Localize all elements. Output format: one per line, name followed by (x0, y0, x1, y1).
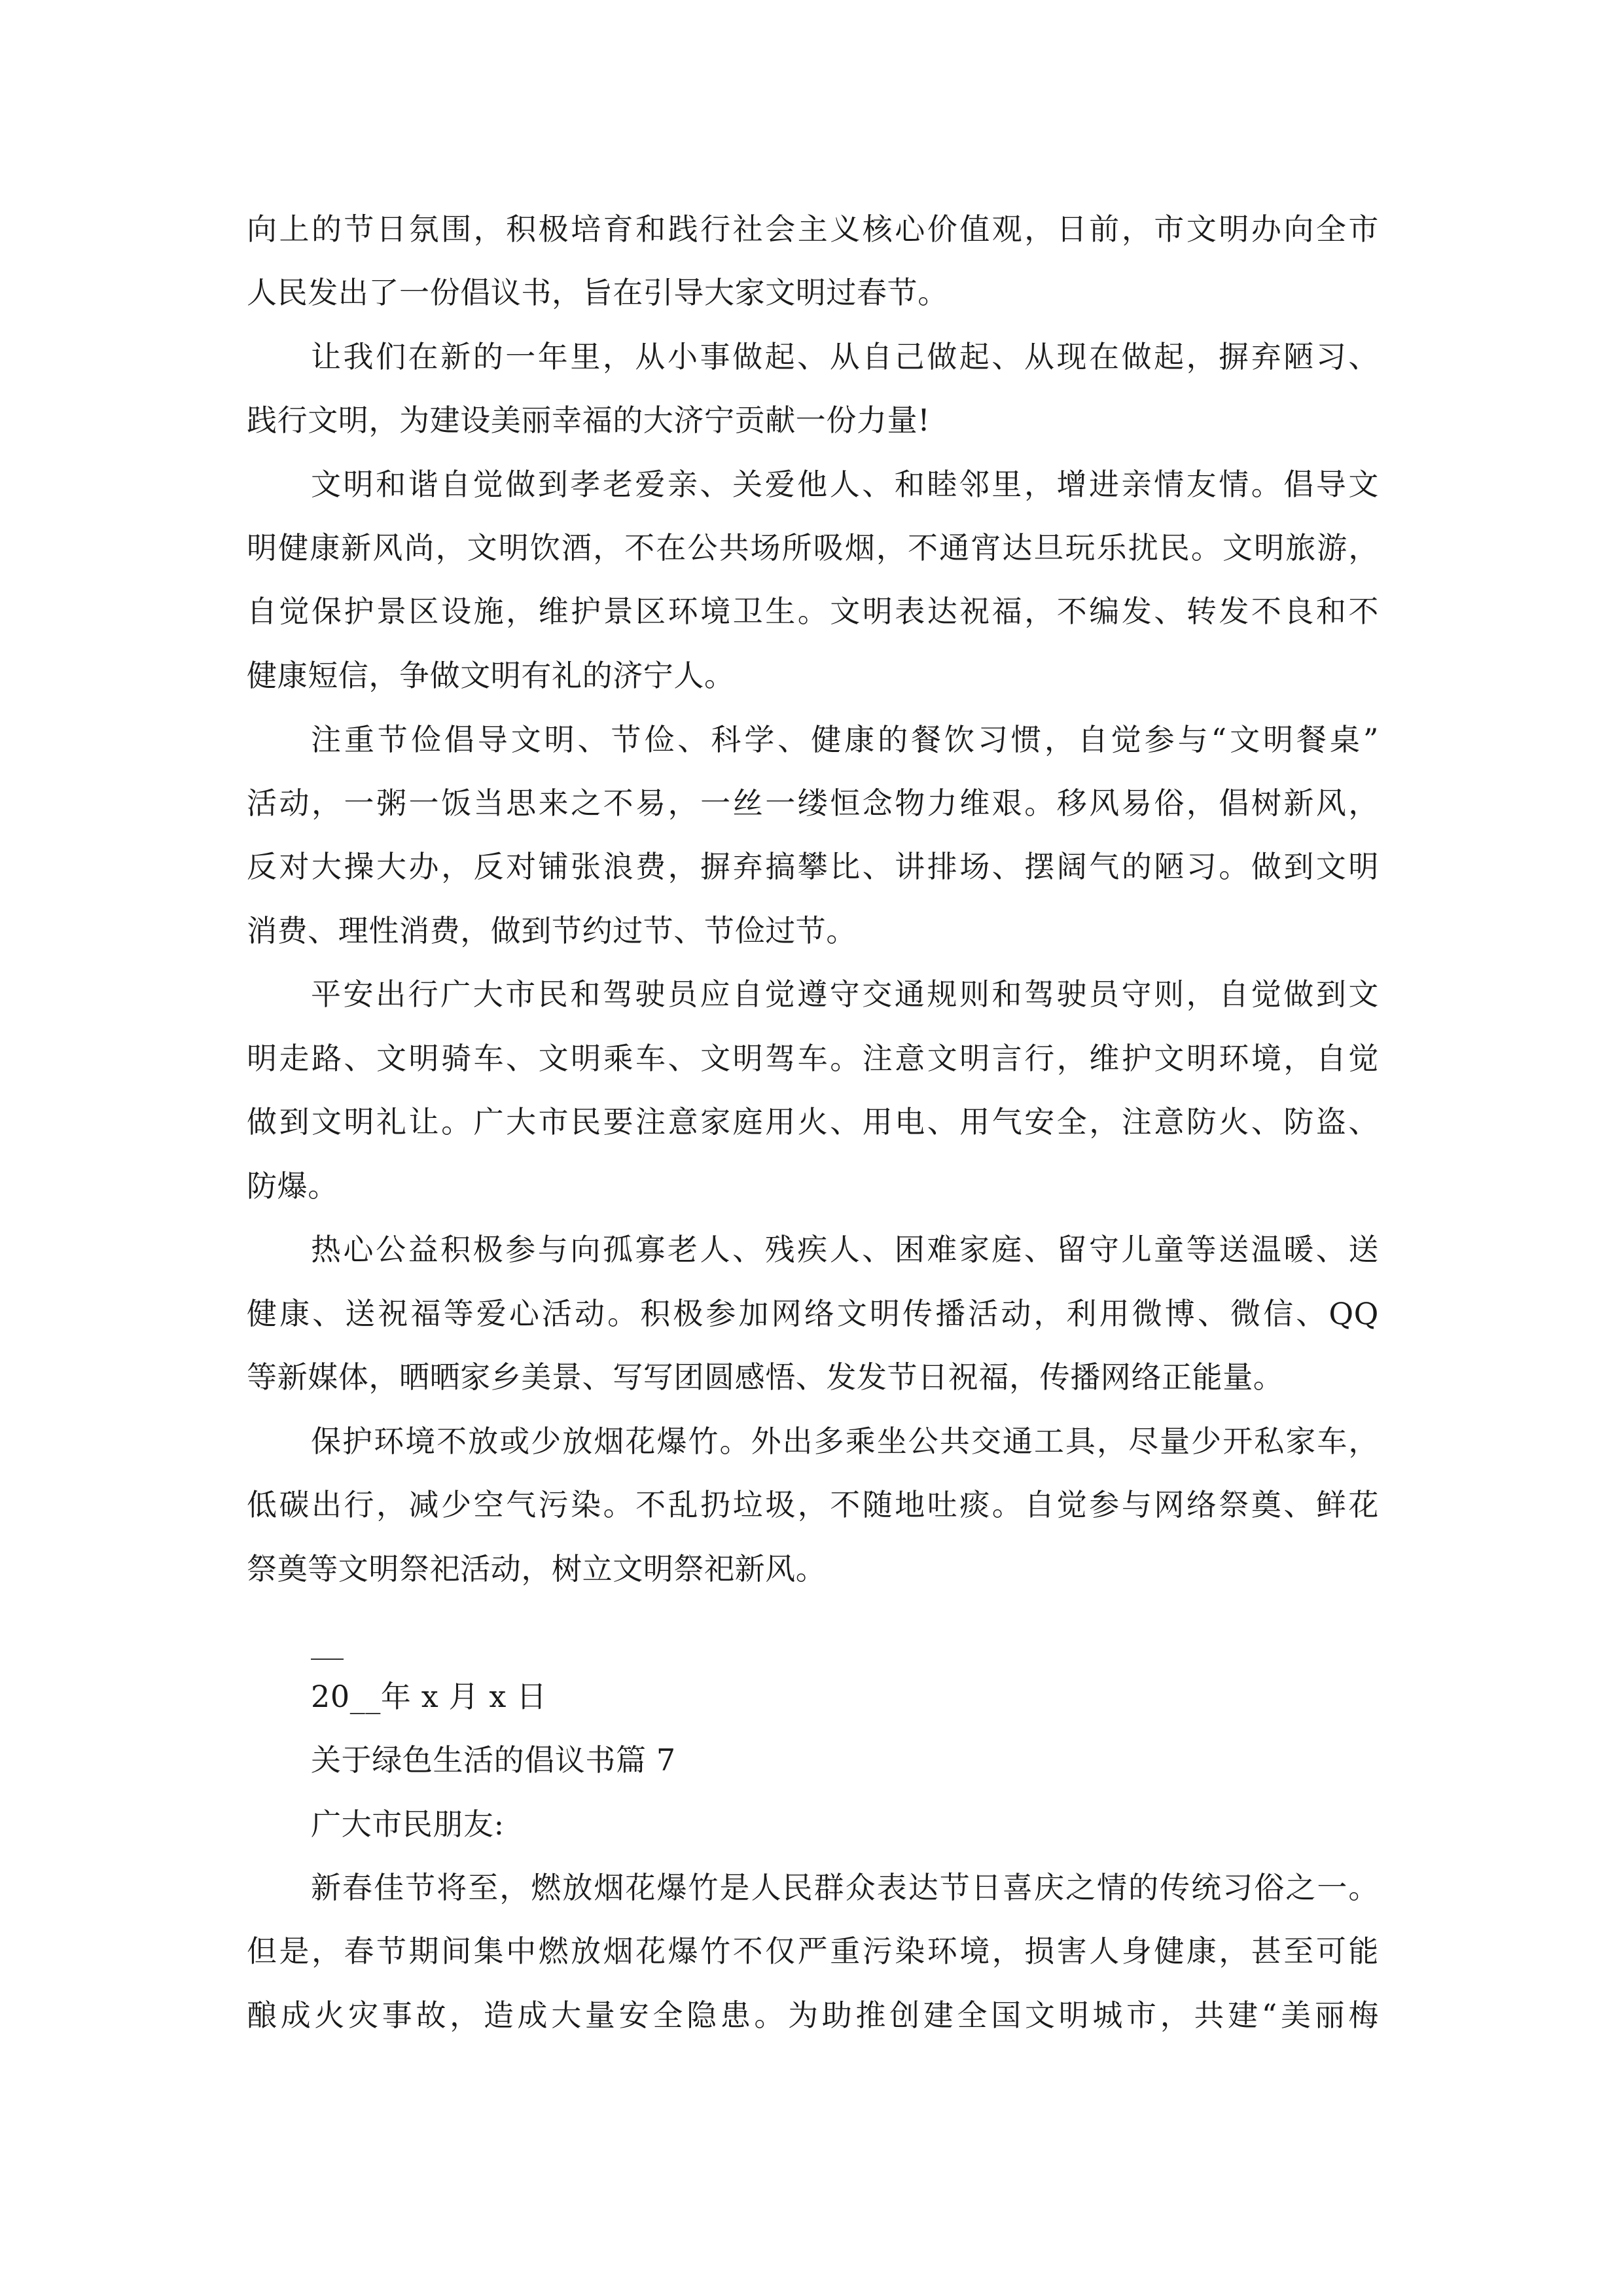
paragraph-line: 防爆。 (247, 1168, 338, 1204)
paragraph-line: 平安出行广大市民和驾驶员应自觉遵守交通规则和驾驶员守则，自觉做到文 (311, 977, 1379, 1012)
paragraph-line: 自觉保护景区设施，维护景区环境卫生。文明表达祝福，不编发、转发不良和不 (247, 594, 1379, 629)
paragraph-line: 低碳出行，减少空气污染。不乱扔垃圾，不随地吐痰。自觉参与网络祭奠、鲜花 (247, 1487, 1379, 1522)
paragraph-line: 新春佳节将至，燃放烟花爆竹是人民群众表达节日喜庆之情的传统习俗之一。 (311, 1870, 1379, 1905)
paragraph-line: 明健康新风尚，文明饮酒，不在公共场所吸烟，不通宵达旦玩乐扰民。文明旅游， (247, 530, 1379, 565)
paragraph-line: 文明和谐自觉做到孝老爱亲、关爱他人、和睦邻里，增进亲情友情。倡导文 (311, 467, 1379, 502)
paragraph-line: 酿成火灾事故，造成大量安全隐患。为助推创建全国文明城市，共建“美丽梅 (247, 1998, 1379, 2033)
paragraph-line: 保护环境不放或少放烟花爆竹。外出多乘坐公共交通工具，尽量少开私家车， (311, 1424, 1379, 1459)
paragraph-line: 消费、理性消费，做到节约过节、节俭过节。 (247, 913, 857, 948)
paragraph-line: 热心公益积极参与向孤寡老人、残疾人、困难家庭、留守儿童等送温暖、送 (311, 1232, 1379, 1267)
signature-date: 20__年 x 月 x 日 (311, 1679, 547, 1714)
paragraph-line: 注重节俭倡导文明、节俭、科学、健康的餐饮习惯，自觉参与“文明餐桌” (311, 722, 1379, 757)
paragraph-line: 活动，一粥一饭当思来之不易，一丝一缕恒念物力维艰。移风易俗，倡树新风， (247, 785, 1379, 821)
paragraph-line: 祭奠等文明祭祀活动，树立文明祭祀新风。 (247, 1551, 827, 1587)
paragraph-line: 人民发出了一份倡议书，旨在引导大家文明过春节。 (247, 275, 948, 310)
paragraph-line: 等新媒体，晒晒家乡美景、写写团圆感悟、发发节日祝福，传播网络正能量。 (247, 1359, 1284, 1395)
paragraph-line: 做到文明礼让。广大市民要注意家庭用火、用电、用气安全，注意防火、防盗、 (247, 1104, 1379, 1139)
paragraph-line: 健康短信，争做文明有礼的济宁人。 (247, 658, 735, 693)
signature-dash (311, 1659, 344, 1660)
paragraph-line: 但是，春节期间集中燃放烟花爆竹不仅严重污染环境，损害人身健康，甚至可能 (247, 1933, 1379, 1969)
paragraph-line: 向上的节日氛围，积极培育和践行社会主义核心价值观，日前，市文明办向全市 (247, 211, 1379, 247)
paragraph-line: 让我们在新的一年里，从小事做起、从自己做起、从现在做起，摒弃陋习、 (311, 339, 1379, 374)
paragraph-line: 健康、送祝福等爱心活动。积极参加网络文明传播活动，利用微博、微信、QQ (247, 1296, 1379, 1331)
paragraph-line: 践行文明，为建设美丽幸福的大济宁贡献一份力量! (247, 403, 931, 438)
paragraph-line: 明走路、文明骑车、文明乘车、文明驾车。注意文明言行，维护文明环境，自觉 (247, 1041, 1379, 1076)
paragraph-line: 反对大操大办，反对铺张浪费，摒弃搞攀比、讲排场、摆阔气的陋习。做到文明 (247, 849, 1379, 884)
salutation: 广大市民朋友: (311, 1806, 505, 1842)
section-title: 关于绿色生活的倡议书篇 7 (311, 1742, 676, 1778)
